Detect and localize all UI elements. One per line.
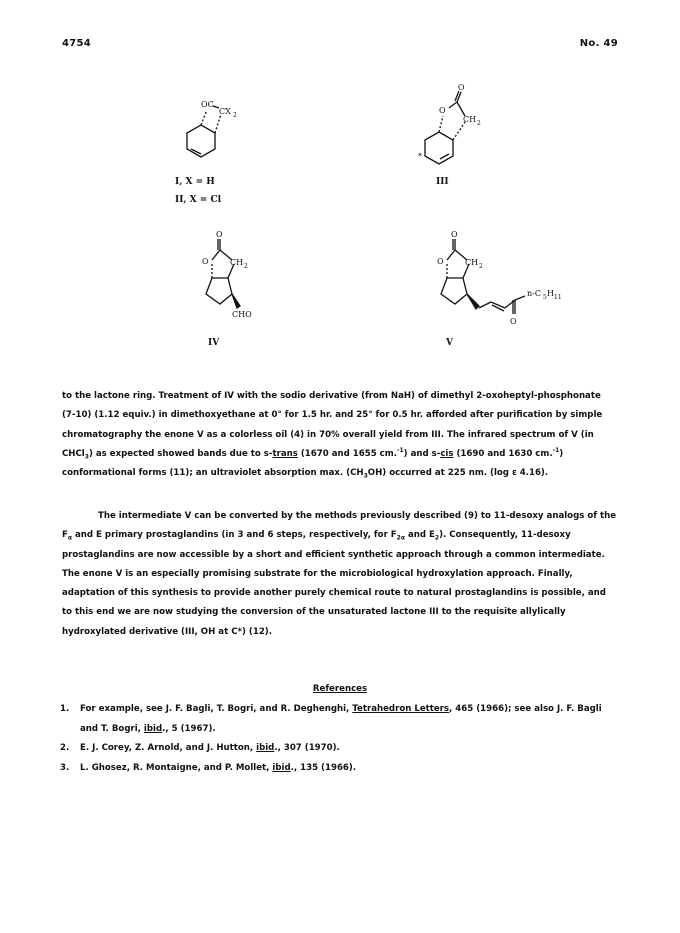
atom-ring-o: O: [439, 106, 446, 115]
atom-carbonyl-o: O: [216, 230, 223, 239]
journal-issue: No. 49: [579, 38, 618, 49]
atom-cx: CX: [219, 107, 231, 116]
atom-chain-h: H: [547, 289, 554, 298]
atom-ketone-o: O: [510, 317, 517, 326]
page-number: 4754: [62, 38, 92, 49]
structure-I-II: [175, 90, 265, 170]
atom-ring-o: O: [202, 257, 209, 266]
atom-star: *: [418, 152, 422, 161]
atom-ch2-subscript: 2: [477, 120, 481, 127]
references-heading: References: [312, 684, 368, 694]
atom-chain-sub1: 5: [543, 294, 547, 301]
structure-III: [415, 80, 505, 175]
reference-item: 2. E. J. Corey, Z. Arnold, and J. Hutton, ibid., 307 (1970).: [60, 743, 340, 753]
label-compound-I: I, X = H: [175, 177, 215, 187]
paragraph-2: The intermediate V can be converted by the methods previously described (9) to 11-desoxy analogs of the $F_\alpha$ and E primary prostaglandins (in 3 and 6 steps, respectively, for $F_{2\alpha}$ and $E_2$). Consequently, 11-desoxy prostaglandins are now accessible by a short and efficient synthetic approach through a common intermediate. The enone V is an especially promising substrate for the microbiological hydroxylation approach. Finally, adaptation of this synthesis to provide another purely chemical route to natural prostaglandins is possible, and to this end we are now studying the conversion of the unsaturated lactone III to the requisite allylically hydroxylated derivative (III, OH at C*) (12).: [62, 511, 617, 637]
reference-item: 1. For example, see J. F. Bagli, T. Bogri, and R. Deghenghi, Tetrahedron Letters, 465 (1966); see also J. F. Bagli and T. Bogri, ibid., 5 (1967).: [60, 704, 602, 734]
atom-cx-subscript: 2: [233, 112, 237, 119]
atom-carbonyl-o: O: [451, 230, 458, 239]
atom-chain-c: n-C: [527, 289, 541, 298]
structure-V: [425, 228, 575, 338]
atom-cho: CHO: [232, 310, 252, 319]
atom-ch2: CH: [230, 258, 244, 267]
label-compound-II: II, X = Cl: [175, 195, 222, 205]
label-compound-V: V: [446, 338, 453, 348]
references-list: [60, 700, 620, 778]
atom-ch2-subscript: 2: [479, 263, 483, 270]
atom-ch2: CH: [465, 258, 479, 267]
atom-carbonyl-o: O: [458, 83, 465, 92]
label-compound-III: III: [436, 177, 449, 187]
atom-ch2-subscript: 2: [244, 263, 248, 270]
paragraph-1: to the lactone ring. Treatment of IV with the sodio derivative (from NaH) of dimethyl 2-oxoheptyl-phosphonate (7-10) (1.12 equiv.) in dimethoxyethane at 0° for 1.5 hr. and 25° for 0.5 hr. afforded after purification by simple chromatography the enone V as a colorless oil (4) in 70% overall yield from III. The infrared spectrum of V (in CHCl$_3$) as expected showed bands due to s-trans (1670 and 1655 cm.$^{-1}$) and s-cis (1690 and 1630 cm.$^{-1}$) conformational forms (11); an ultraviolet absorption max. $(CH_3OH)$ occurred at 225 nm. (log ε 4.16).: [62, 391, 603, 480]
atom-oc: OC: [201, 100, 214, 109]
atom-chain-sub2: 11: [554, 294, 562, 301]
structure-IV: [190, 228, 280, 323]
atom-ch2: CH: [463, 115, 477, 124]
atom-ring-o: O: [437, 257, 444, 266]
label-compound-IV: IV: [208, 338, 220, 348]
reference-item: 3. L. Ghosez, R. Montaigne, and P. Mollet, ibid., 135 (1966).: [60, 762, 357, 773]
